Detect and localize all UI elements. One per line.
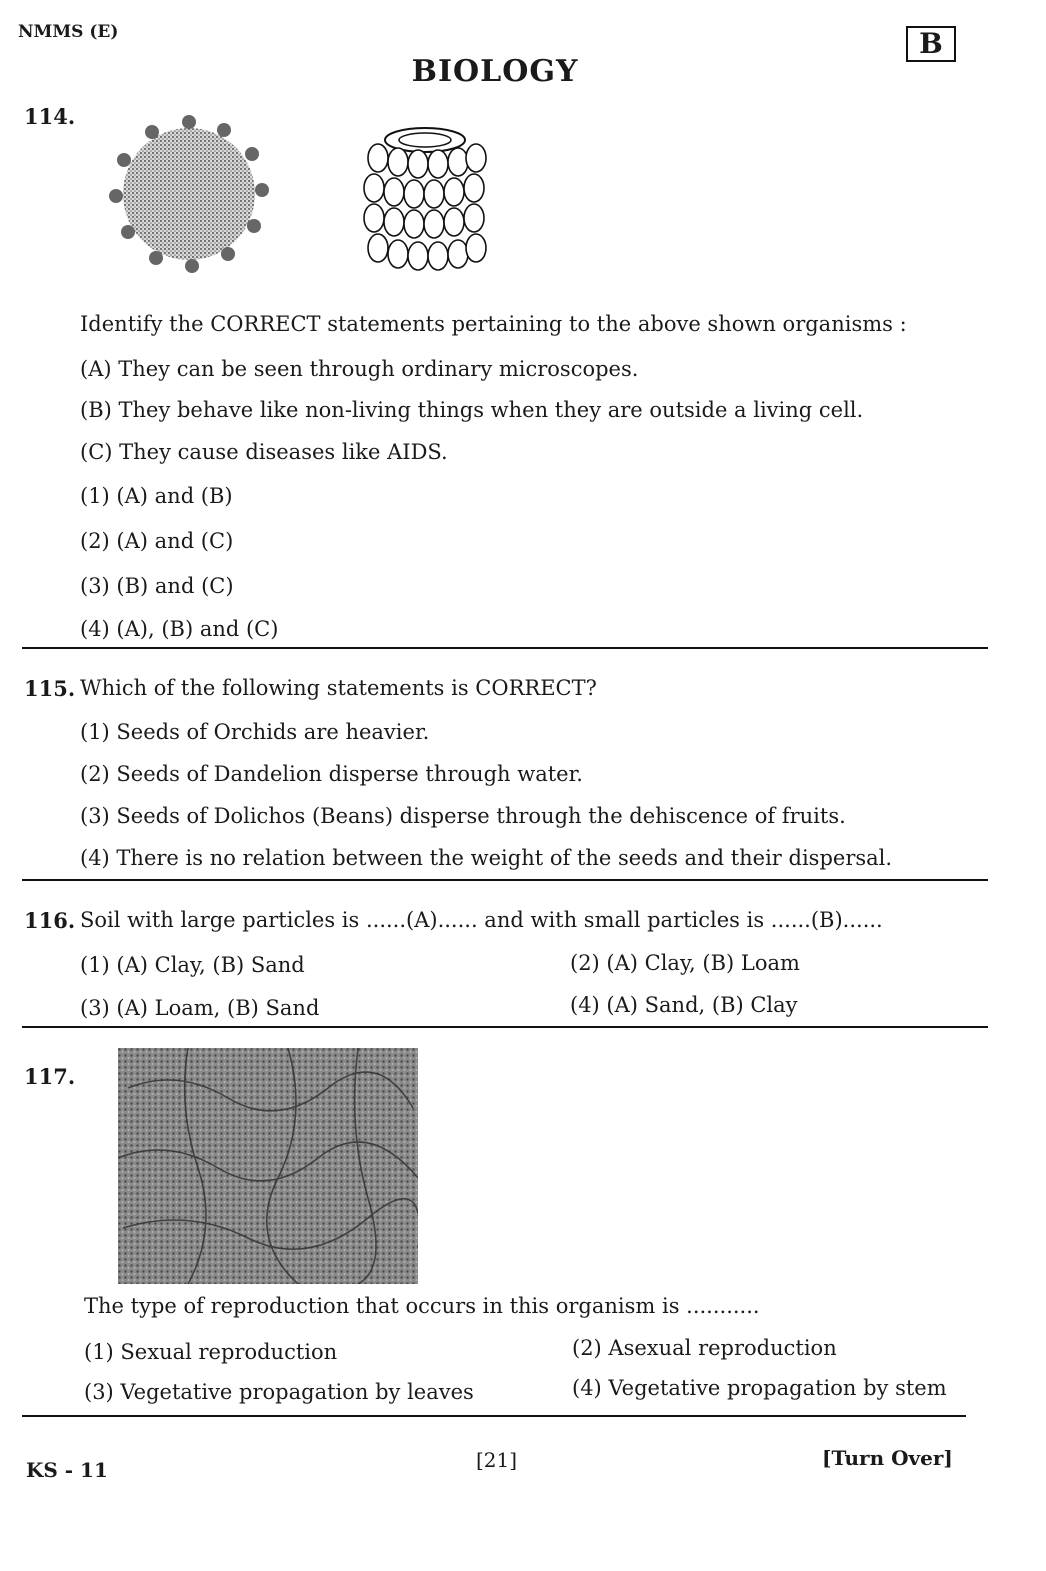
divider xyxy=(22,879,988,881)
question-114-statement-b: (B) They behave like non-living things when they are outside a living cell. xyxy=(80,398,864,422)
question-117-option-4: (4) Vegetative propagation by stem xyxy=(572,1376,947,1400)
question-117-option-1: (1) Sexual reproduction xyxy=(84,1340,338,1364)
set-letter-box: B xyxy=(906,26,956,62)
question-114-statement-a: (A) They can be seen through ordinary microscopes. xyxy=(80,357,639,381)
fungus-micrograph-figure xyxy=(118,1048,418,1284)
question-114-statement-c: (C) They cause diseases like AIDS. xyxy=(80,440,448,464)
question-116-option-3: (3) (A) Loam, (B) Sand xyxy=(80,996,320,1020)
subject-title: BIOLOGY xyxy=(411,54,579,89)
exam-code: NMMS (E) xyxy=(18,22,119,42)
question-114-option-1: (1) (A) and (B) xyxy=(80,484,233,508)
question-115-option-3: (3) Seeds of Dolichos (Beans) disperse through the dehiscence of fruits. xyxy=(80,804,846,828)
question-116-option-2: (2) (A) Clay, (B) Loam xyxy=(570,951,800,975)
question-114-option-4: (4) (A), (B) and (C) xyxy=(80,617,279,641)
question-115-stem: Which of the following statements is CORRECT? xyxy=(80,676,597,700)
page-number: [21] xyxy=(476,1448,518,1472)
virus-capsid-figure xyxy=(350,118,500,276)
question-117-stem: The type of reproduction that occurs in this organism is ........... xyxy=(84,1294,760,1318)
question-116-option-4: (4) (A) Sand, (B) Clay xyxy=(570,993,798,1017)
footer-code: KS - 11 xyxy=(26,1458,108,1482)
question-117-option-2: (2) Asexual reproduction xyxy=(572,1336,837,1360)
divider xyxy=(22,647,988,649)
question-116-number: 116. xyxy=(24,908,76,933)
question-116-option-1: (1) (A) Clay, (B) Sand xyxy=(80,953,305,977)
divider xyxy=(22,1026,988,1028)
question-114-number: 114. xyxy=(24,104,76,129)
question-114-option-2: (2) (A) and (C) xyxy=(80,529,234,553)
turn-over-label: [Turn Over] xyxy=(822,1446,953,1470)
question-117-option-3: (3) Vegetative propagation by leaves xyxy=(84,1380,474,1404)
question-115-option-4: (4) There is no relation between the weight of the seeds and their dispersal. xyxy=(80,846,893,870)
question-115-number: 115. xyxy=(24,676,76,701)
divider xyxy=(22,1415,966,1417)
question-115-option-1: (1) Seeds of Orchids are heavier. xyxy=(80,720,430,744)
question-116-stem: Soil with large particles is ......(A)...... and with small particles is ......(B)...... xyxy=(80,908,883,932)
virus-sphere-figure xyxy=(104,112,274,277)
question-114-option-3: (3) (B) and (C) xyxy=(80,574,234,598)
question-115-option-2: (2) Seeds of Dandelion disperse through water. xyxy=(80,762,583,786)
question-114-stem: Identify the CORRECT statements pertaining to the above shown organisms : xyxy=(80,312,907,336)
question-117-number: 117. xyxy=(24,1064,76,1089)
